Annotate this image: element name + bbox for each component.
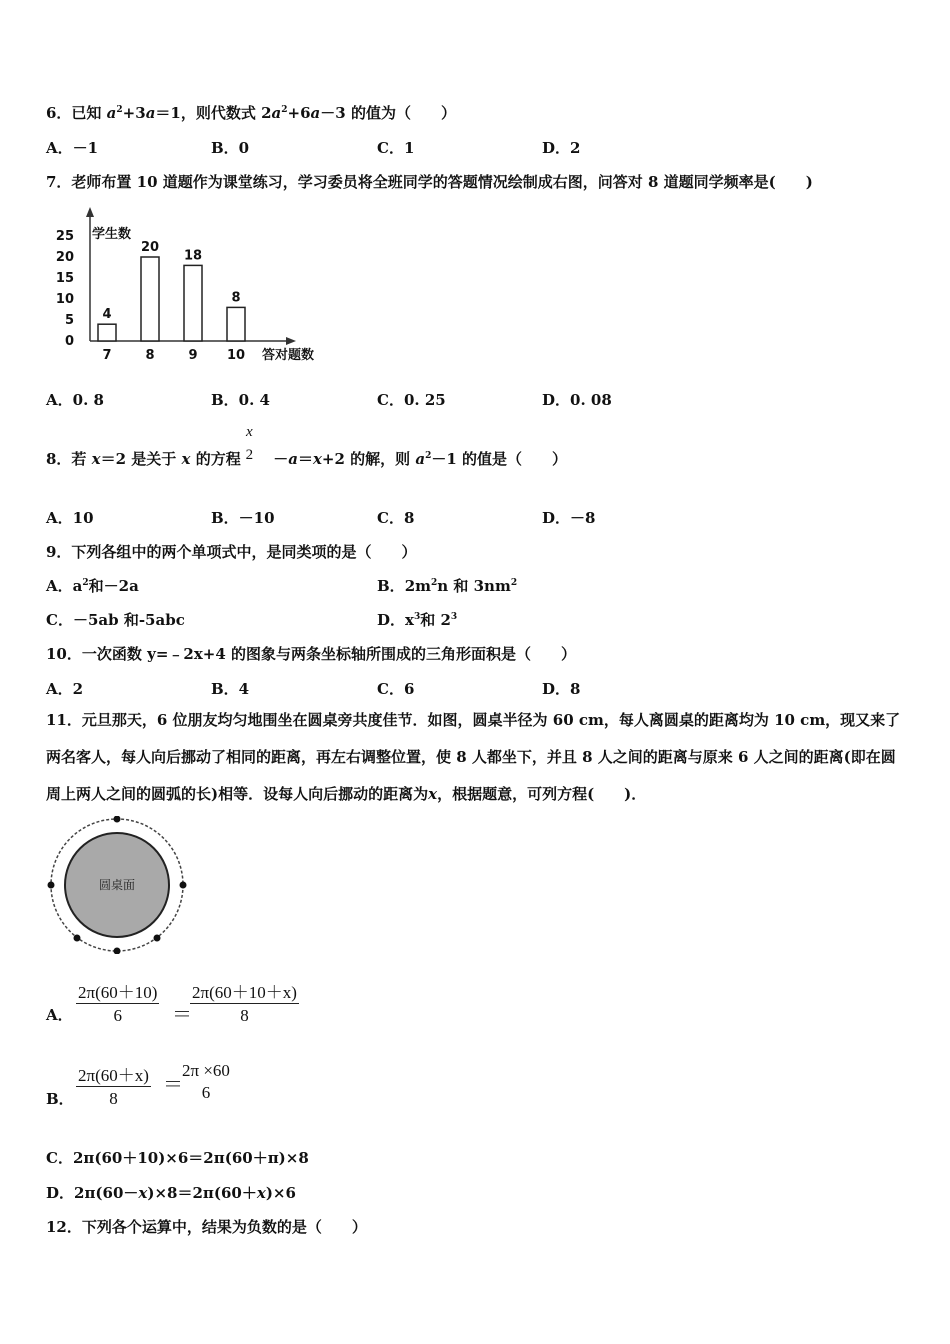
- q11-a-n1: 2π(60＋10): [76, 978, 159, 1004]
- q8-sup: 2: [425, 451, 432, 461]
- q9-d-s2: 3: [450, 612, 458, 622]
- bar-value-label: 8: [231, 290, 241, 306]
- question-8: [46, 448, 567, 469]
- q8-var-a: a: [288, 450, 298, 468]
- y-tick-label: 5: [64, 313, 74, 328]
- q6-option-b[interactable]: B．0: [211, 139, 250, 157]
- q9-a-t1: a: [72, 577, 83, 595]
- seat-dot: [74, 935, 81, 942]
- seat-dot: [48, 882, 55, 889]
- q8-option-d[interactable]: D．－8: [542, 509, 596, 527]
- q9-b-t2: n 和 3nm: [437, 577, 511, 595]
- y-tick-label: 20: [55, 250, 74, 265]
- q9-c-t1: －5ab 和-5abc: [72, 611, 185, 629]
- q11-b-n1: 2π(60＋x): [76, 1061, 151, 1087]
- q9-a-s1: 2: [82, 578, 89, 588]
- q9-d-s1: 3: [413, 612, 421, 622]
- q6-option-d[interactable]: D．2: [542, 139, 581, 157]
- bar: [141, 257, 159, 341]
- q6-sup: 2: [116, 105, 123, 115]
- q11-b-n2: 2π ×60: [182, 1061, 230, 1080]
- question-11-text: [46, 702, 906, 813]
- y-tick-label: 0: [64, 334, 74, 349]
- x-tick-label: 7: [102, 348, 112, 363]
- x-tick-label: 10: [226, 348, 246, 363]
- q11-b-frac-right: [180, 1061, 232, 1103]
- q9-option-b[interactable]: [377, 575, 517, 596]
- q8-p1: ＝2 是关于: [100, 450, 177, 468]
- q11-d-p3: )×6: [265, 1184, 296, 1202]
- q6-part3: +6: [287, 104, 311, 122]
- x-tick-label: 9: [188, 348, 198, 363]
- seat-dot: [114, 816, 121, 823]
- q8-option-b[interactable]: B．－10: [211, 509, 275, 527]
- q11-b-equals: ＝: [163, 1072, 183, 1096]
- q9-b-s1: 2: [431, 578, 438, 588]
- q11-a-n2: 2π(60＋10＋x): [190, 978, 299, 1004]
- q6-option-a[interactable]: A．－1: [46, 139, 99, 157]
- q9-d-t2: 和 2: [420, 611, 451, 629]
- q11-text-a: 11．元旦那天，6 位朋友均匀地围坐在圆桌旁共度佳节．如图，圆桌半径为 60 cm，每人离圆桌的距离均为 10 cm，现又来了两名客人，每人向后挪动了相同的距离，再左右调整位置，使 8 人都坐下，并且 8 人之间的距离与原来 6 人之间的距离(即在圆周上两人之间的圆弧的长)相等．设每人向后挪动的距离为: [46, 711, 901, 803]
- question-7-text: 7．老师布置 10 道题作为课堂练习，学习委员将全班同学的答题情况绘制成右图，问答对 8 道题同学频率是( ): [46, 173, 813, 191]
- chart-xlabel: 答对题数: [262, 348, 315, 363]
- x-tick-label: 8: [145, 348, 155, 363]
- bar-value-label: 4: [102, 307, 112, 323]
- bar: [184, 265, 202, 341]
- q8-frac-den: 2: [245, 447, 254, 463]
- bar-value-label: 20: [140, 240, 160, 255]
- q9-option-d[interactable]: [377, 609, 457, 630]
- y-axis-arrow: [86, 207, 94, 217]
- q8-p5: +2 的解，则: [321, 450, 411, 468]
- q8-p3: －: [273, 450, 289, 468]
- q7-option-c[interactable]: C．0. 25: [377, 391, 446, 409]
- q6-var-a: a: [106, 104, 117, 122]
- q11-a-d2: 8: [240, 1006, 249, 1025]
- chart-ylabel: 学生数: [92, 227, 132, 242]
- q6-option-c[interactable]: C．1: [377, 139, 415, 157]
- q8-var-x: x: [181, 450, 191, 468]
- q11-b-d2: 6: [201, 1083, 211, 1102]
- q8-p4: ＝: [297, 450, 313, 468]
- q10-option-a[interactable]: A．2: [46, 680, 84, 698]
- q11-a-frac-right: [190, 978, 299, 1026]
- q11-text-b: ，根据题意，可列方程( )．: [437, 785, 647, 803]
- y-tick-label: 10: [55, 292, 74, 307]
- q8-p6: －1 的值是（ ）: [431, 450, 568, 468]
- q9-option-c[interactable]: [46, 609, 185, 630]
- q6-var-a: a: [271, 104, 282, 122]
- q8-number: 8．若: [46, 450, 87, 468]
- bar-chart: [50, 203, 340, 368]
- q6-number: 6．已知: [46, 104, 102, 122]
- question-10-text: 10．一次函数 y=﹣2x+4 的图象与两条坐标轴所围成的三角形面积是（ ）: [46, 645, 576, 663]
- q11-d-x1: x: [138, 1184, 148, 1202]
- q10-option-d[interactable]: D．8: [542, 680, 581, 698]
- bar: [98, 324, 116, 341]
- x-axis-arrow: [286, 337, 296, 345]
- q11-a-frac-left: [76, 978, 159, 1026]
- q6-sup: 2: [281, 105, 288, 115]
- question-12-text: 12．下列各个运算中，结果为负数的是（ ）: [46, 1218, 367, 1236]
- q8-var-x: x: [91, 450, 101, 468]
- q9-a-t2: 和－2a: [88, 577, 139, 595]
- q11-option-c[interactable]: C．2π(60＋10)×6＝2π(60＋π)×8: [46, 1149, 309, 1167]
- q10-option-c[interactable]: C．6: [377, 680, 415, 698]
- q11-a-equals: ＝: [172, 1002, 192, 1026]
- q6-part1: +3: [122, 104, 146, 122]
- q11-var-x: x: [428, 785, 438, 803]
- q8-option-c[interactable]: C．8: [377, 509, 415, 527]
- q11-d-p1: D．2π(60－: [46, 1184, 139, 1202]
- round-table-figure: [44, 816, 192, 954]
- q6-part2: ＝1，则代数式 2: [155, 104, 272, 122]
- q11-option-b[interactable]: B．: [46, 1090, 74, 1108]
- seat-dot: [154, 935, 161, 942]
- bar: [227, 307, 245, 341]
- q10-option-b[interactable]: B．4: [211, 680, 250, 698]
- q8-p2: 的方程: [195, 450, 241, 468]
- q9-b-label: B．: [377, 577, 405, 595]
- q9-option-a[interactable]: [46, 575, 139, 596]
- question-6: [46, 102, 456, 123]
- q7-option-a[interactable]: A．0. 8: [46, 391, 104, 409]
- q11-a-d1: 6: [113, 1006, 122, 1025]
- chart-bars: [98, 240, 245, 341]
- y-tick-label: 25: [55, 229, 74, 244]
- q9-d-label: D．: [377, 611, 406, 629]
- q11-b-d1: 8: [109, 1089, 118, 1108]
- q8-frac-num: x: [246, 424, 253, 440]
- q6-var-a: a: [310, 104, 321, 122]
- q11-b-frac-left: [76, 1061, 151, 1109]
- q11-option-a[interactable]: A．: [46, 1006, 73, 1024]
- q6-part4: －3 的值为（ ）: [320, 104, 456, 122]
- y-tick-label: 15: [55, 271, 74, 286]
- question-9-text: 9．下列各组中的两个单项式中，是同类项的是（ ）: [46, 543, 417, 561]
- q7-option-d[interactable]: D．0. 08: [542, 391, 612, 409]
- q11-d-p2: )×8＝2π(60＋: [147, 1184, 257, 1202]
- q11-option-d[interactable]: [46, 1182, 296, 1203]
- q8-option-a[interactable]: A．10: [46, 509, 94, 527]
- bar-value-label: 18: [183, 248, 203, 264]
- q9-a-label: A．: [46, 577, 73, 595]
- q6-var-a: a: [145, 104, 156, 122]
- q8-var-a: a: [415, 450, 426, 468]
- seat-dot: [114, 948, 121, 955]
- table-label: 圆桌面: [98, 878, 136, 892]
- q8-fraction: [244, 424, 255, 464]
- q7-option-b[interactable]: B．0. 4: [211, 391, 270, 409]
- q9-b-s2: 2: [510, 578, 518, 588]
- q9-c-label: C．: [46, 611, 73, 629]
- q9-d-t1: x: [405, 611, 414, 629]
- q11-d-x2: x: [256, 1184, 266, 1202]
- seat-dot: [180, 882, 187, 889]
- q8-var-x: x: [312, 450, 322, 468]
- q9-b-t1: 2m: [404, 577, 431, 595]
